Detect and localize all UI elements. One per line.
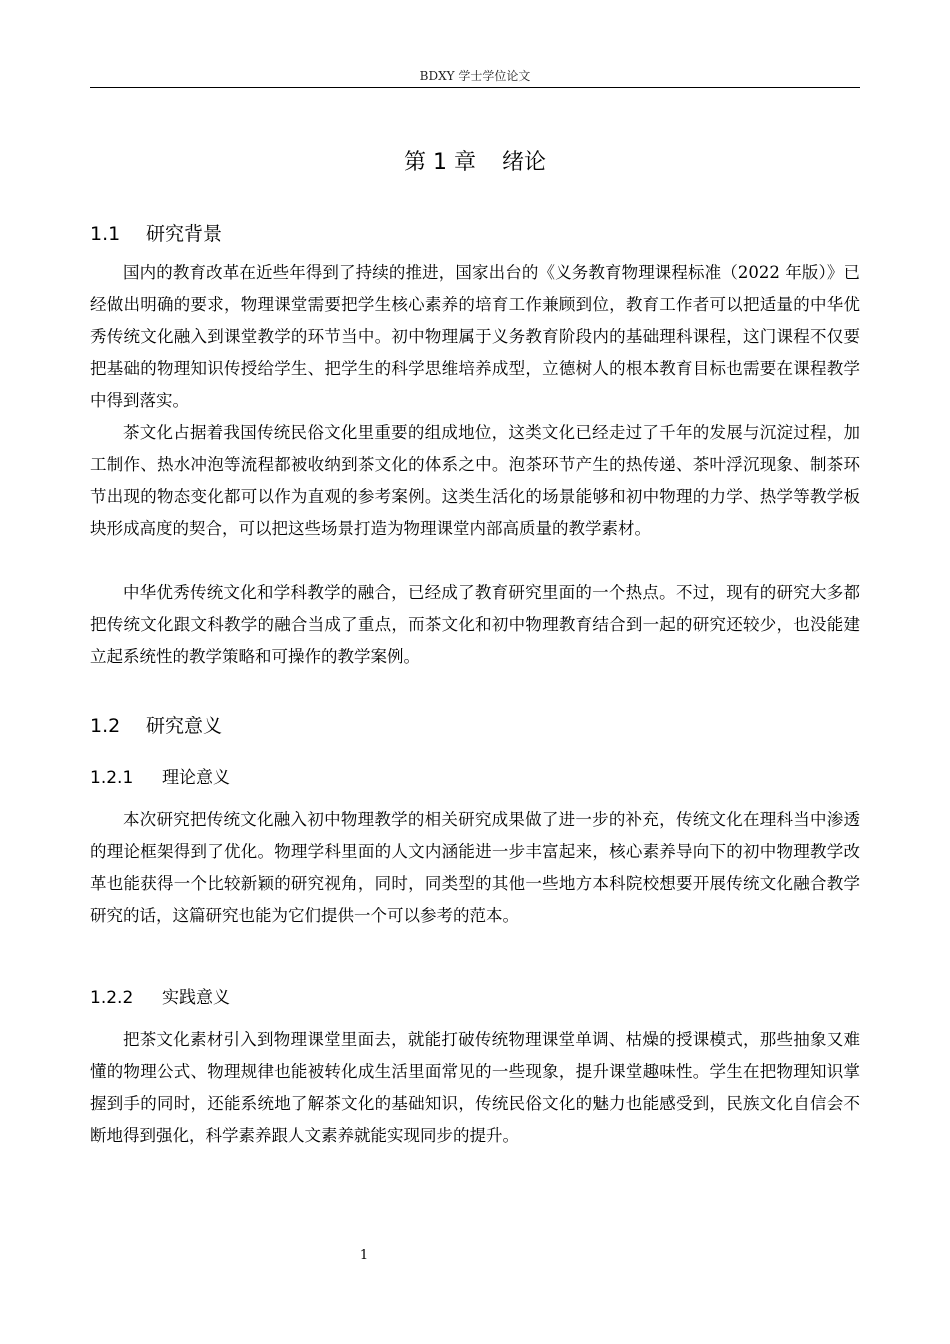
section-number: 1.1 (90, 223, 121, 245)
subsection-heading-1-2-1 (90, 765, 230, 791)
paragraph: 把茶文化素材引入到物理课堂里面去，就能打破传统物理课堂单调、枯燥的授课模式，那些抽象又难懂的物理公式、物理规律也能被转化成生活里面常见的一些现象，提升课堂趣味性。学生在把物理知识掌握到手的同时，还能系统地了解茶文化的基础知识，传统民俗文化的魅力也能感受到，民族文化自信会不断地得到强化，科学素养跟人文素养就能实现同步的提升。 (90, 1030, 860, 1145)
header-rule (90, 87, 860, 88)
subsection-title: 理论意义 (162, 768, 230, 788)
paragraph: 国内的教育改革在近些年得到了持续的推进，国家出台的《义务教育物理课程标准（2022 年版）》已经做出明确的要求，物理课堂需要把学生核心素养的培育工作兼顾到位，教育工作者可以把适量的中华优秀传统文化融入到课堂教学的环节当中。初中物理属于义务教育阶段内的基础理科课程，这门课程不仅要把基础的物理知识传授给学生、把学生的科学思维培养成型，立德树人的根本教育目标也需要在课程教学中得到落实。 (90, 263, 860, 410)
section-number: 1.2 (90, 715, 121, 737)
paragraph: 茶文化占据着我国传统民俗文化里重要的组成地位，这类文化已经走过了千年的发展与沉淀过程，加工制作、热水冲泡等流程都被收纳到茶文化的体系之中。泡茶环节产生的热传递、茶叶浮沉现象、制茶环节出现的物态变化都可以作为直观的参考案例。这类生活化的场景能够和初中物理的力学、热学等教学板块形成高度的契合，可以把这些场景打造为物理课堂内部高质量的教学素材。 (90, 423, 860, 538)
section-title: 研究背景 (146, 223, 223, 245)
paragraph: 本次研究把传统文化融入初中物理教学的相关研究成果做了进一步的补充，传统文化在理科当中渗透的理论框架得到了优化。物理学科里面的人文内涵能进一步丰富起来，核心素养导向下的初中物理教学改革也能获得一个比较新颖的研究视角，同时，同类型的其他一些地方本科院校想要开展传统文化融合教学研究的话，这篇研究也能为它们提供一个可以参考的范本。 (90, 810, 860, 925)
page-number: 1 (359, 1248, 369, 1263)
subsection-heading-1-2-2 (90, 985, 230, 1011)
chapter-heading (90, 148, 860, 178)
subsection-number: 1.2.2 (90, 988, 134, 1008)
subsection-title: 实践意义 (162, 988, 230, 1008)
chapter-title: 绪论 (501, 150, 546, 175)
section-heading-1-1 (90, 220, 222, 248)
paragraph: 中华优秀传统文化和学科教学的融合，已经成了教育研究里面的一个热点。不过，现有的研究大多都把传统文化跟文科教学的融合当成了重点，而茶文化和初中物理教育结合到一起的研究还较少，也没能建立起系统性的教学策略和可操作的教学案例。 (90, 583, 860, 666)
running-header: BDXY 学士学位论文 (419, 69, 531, 83)
chapter-number: 第 1 章 (404, 150, 476, 175)
subsection-number: 1.2.1 (90, 768, 134, 788)
section-heading-1-2 (90, 712, 222, 740)
section-title: 研究意义 (146, 715, 223, 737)
